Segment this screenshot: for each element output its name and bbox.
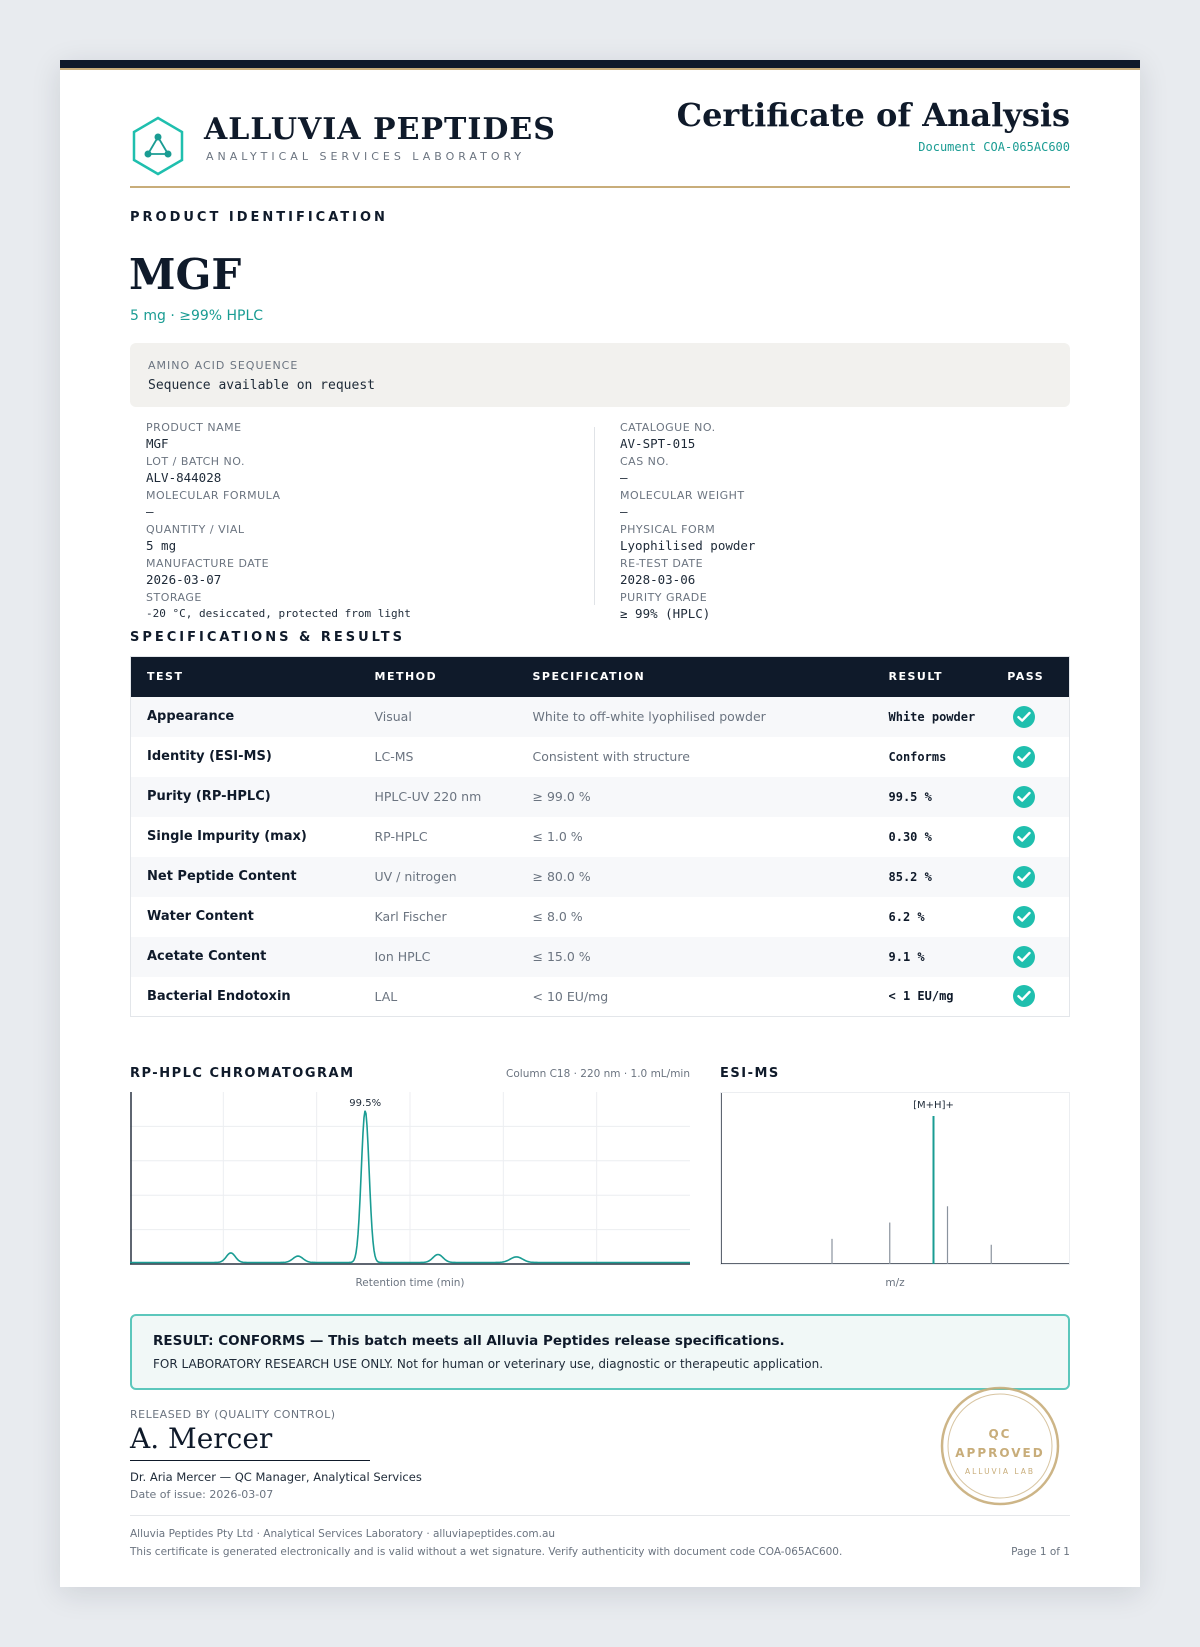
hexagon-molecule-icon <box>130 115 186 177</box>
method-cell: Ion HPLC <box>359 937 517 977</box>
info-item <box>620 455 1060 489</box>
sequence-value: Sequence available on request <box>148 378 375 393</box>
column-header-test: TEST <box>131 657 359 697</box>
specification-cell: < 10 EU/mg <box>517 977 873 1017</box>
test-cell: Single Impurity (max) <box>131 817 359 857</box>
info-value: -20 °C, desiccated, protected from light <box>146 607 411 620</box>
result-cell: 99.5 % <box>873 777 992 817</box>
signature-line <box>130 1460 370 1461</box>
method-cell: HPLC-UV 220 nm <box>359 777 517 817</box>
footer-divider <box>130 1515 1070 1516</box>
info-column-right <box>620 421 1060 625</box>
info-label: LOT / BATCH NO. <box>146 455 245 468</box>
info-item <box>620 523 1060 557</box>
info-item <box>620 489 1060 523</box>
brand-subtitle: ANALYTICAL SERVICES LABORATORY <box>206 150 526 163</box>
info-value: Lyophilised powder <box>620 538 756 553</box>
pass-cell <box>991 777 1069 817</box>
info-item <box>620 557 1060 591</box>
result-cell: 9.1 % <box>873 937 992 977</box>
result-cell: White powder <box>873 697 992 737</box>
test-cell: Bacterial Endotoxin <box>131 977 359 1017</box>
table-row <box>131 777 1070 817</box>
header-divider <box>130 186 1070 188</box>
result-cell: 0.30 % <box>873 817 992 857</box>
result-cell: < 1 EU/mg <box>873 977 992 1017</box>
info-label: MOLECULAR WEIGHT <box>620 489 745 502</box>
info-item <box>620 421 1060 455</box>
info-value: ≥ 99% (HPLC) <box>620 606 711 621</box>
esims-chart-title: ESI-MS <box>720 1066 780 1081</box>
top-gold-rule <box>60 68 1140 70</box>
stamp-line-3: ALLUVIA LAB <box>964 1467 1036 1476</box>
test-cell: Acetate Content <box>131 937 359 977</box>
certificate-sheet <box>60 60 1140 1587</box>
release-label: RELEASED BY (QUALITY CONTROL) <box>130 1408 336 1421</box>
column-header-method: METHOD <box>359 657 517 697</box>
method-cell: LAL <box>359 977 517 1017</box>
info-value: — <box>620 470 628 485</box>
info-label: PRODUCT NAME <box>146 421 242 434</box>
test-cell: Net Peptide Content <box>131 857 359 897</box>
pass-cell <box>991 737 1069 777</box>
specifications-table-body <box>131 697 1070 1017</box>
table-row <box>131 697 1070 737</box>
table-row <box>131 817 1070 857</box>
info-value: 2026-03-07 <box>146 572 222 587</box>
stamp-line-1: QC <box>988 1427 1012 1441</box>
test-cell: Identity (ESI-MS) <box>131 737 359 777</box>
info-value: 2028-03-06 <box>620 572 696 587</box>
check-circle-icon <box>1013 985 1035 1007</box>
table-row <box>131 897 1070 937</box>
footer-disclaimer: This certificate is generated electronically and is valid without a wet signature. Verify authenticity with document code COA-065AC600. <box>130 1546 843 1558</box>
document-code: Document COA-065AC600 <box>918 140 1070 154</box>
sequence-label: AMINO ACID SEQUENCE <box>148 359 299 372</box>
specification-cell: ≤ 8.0 % <box>517 897 873 937</box>
signer-name: Dr. Aria Mercer — QC Manager, Analytical Services <box>130 1470 422 1484</box>
table-row <box>131 937 1070 977</box>
pass-cell <box>991 857 1069 897</box>
check-circle-icon <box>1013 946 1035 968</box>
issue-date: Date of issue: 2026-03-07 <box>130 1488 274 1501</box>
info-column-left <box>146 421 586 625</box>
info-item <box>146 489 586 523</box>
document-title: Certificate of Analysis <box>676 96 1070 134</box>
esims-spectrum-chart <box>720 1092 1070 1266</box>
info-item <box>620 591 1060 625</box>
info-item <box>146 455 586 489</box>
info-value: — <box>620 504 628 519</box>
qc-approved-stamp <box>940 1386 1060 1506</box>
check-circle-icon <box>1013 706 1035 728</box>
info-item <box>146 421 586 455</box>
info-label: QUANTITY / VIAL <box>146 523 245 536</box>
pass-cell <box>991 817 1069 857</box>
info-label: CAS NO. <box>620 455 670 468</box>
product-section-label: PRODUCT IDENTIFICATION <box>130 210 388 225</box>
method-cell: Visual <box>359 697 517 737</box>
specification-cell: White to off-white lyophilised powder <box>517 697 873 737</box>
specification-cell: Consistent with structure <box>517 737 873 777</box>
test-cell: Appearance <box>131 697 359 737</box>
result-cell: Conforms <box>873 737 992 777</box>
info-item <box>146 523 586 557</box>
test-cell: Water Content <box>131 897 359 937</box>
info-value: 5 mg <box>146 538 177 553</box>
research-use-note: FOR LABORATORY RESEARCH USE ONLY. Not for human or veterinary use, diagnostic or therapeutic application. <box>153 1357 824 1371</box>
method-cell: UV / nitrogen <box>359 857 517 897</box>
table-row <box>131 977 1070 1017</box>
method-cell: Karl Fischer <box>359 897 517 937</box>
info-label: MOLECULAR FORMULA <box>146 489 281 502</box>
info-label: RE-TEST DATE <box>620 557 704 570</box>
test-cell: Purity (RP-HPLC) <box>131 777 359 817</box>
check-circle-icon <box>1013 866 1035 888</box>
info-value: MGF <box>146 436 169 451</box>
hplc-chart-title: RP-HPLC CHROMATOGRAM <box>130 1066 355 1081</box>
column-header-result: RESULT <box>873 657 992 697</box>
result-cell: 85.2 % <box>873 857 992 897</box>
info-item <box>146 557 586 591</box>
top-accent-bar <box>60 60 1140 68</box>
result-headline: RESULT: CONFORMS — This batch meets all Alluvia Peptides release specifications. <box>153 1333 785 1349</box>
info-label: STORAGE <box>146 591 202 604</box>
info-value: AV-SPT-015 <box>620 436 696 451</box>
peak-label: 99.5% <box>349 1098 382 1109</box>
ms-peak-label: [M+H]+ <box>913 1100 954 1111</box>
column-header-specification: SPECIFICATION <box>517 657 873 697</box>
result-cell: 6.2 % <box>873 897 992 937</box>
check-circle-icon <box>1013 906 1035 928</box>
signature: A. Mercer <box>130 1422 273 1455</box>
specification-cell: ≥ 80.0 % <box>517 857 873 897</box>
info-column-divider <box>594 427 595 605</box>
column-header-pass: PASS <box>991 657 1069 697</box>
info-label: PHYSICAL FORM <box>620 523 716 536</box>
specs-section-label: SPECIFICATIONS & RESULTS <box>130 630 406 645</box>
result-banner <box>130 1314 1070 1390</box>
brand-name: ALLUVIA PEPTIDES <box>204 112 556 147</box>
info-value: — <box>146 504 154 519</box>
hplc-chromatogram-chart <box>130 1092 690 1266</box>
pass-cell <box>991 977 1069 1017</box>
table-row <box>131 737 1070 777</box>
pass-cell <box>991 897 1069 937</box>
info-value: ALV-844028 <box>146 470 222 485</box>
table-header-row <box>131 657 1070 697</box>
hplc-chart-meta: Column C18 · 220 nm · 1.0 mL/min <box>506 1068 690 1080</box>
table-row <box>131 857 1070 897</box>
footer-company: Alluvia Peptides Pty Ltd · Analytical Services Laboratory · alluviapeptides.com.au <box>130 1528 556 1540</box>
stamp-line-2: APPROVED <box>955 1446 1045 1460</box>
product-subtitle: 5 mg · ≥99% HPLC <box>130 308 264 324</box>
pass-cell <box>991 697 1069 737</box>
specifications-table <box>130 656 1070 1017</box>
sequence-box <box>130 343 1070 407</box>
chart-frame <box>721 1093 1070 1265</box>
check-circle-icon <box>1013 786 1035 808</box>
specification-cell: ≤ 15.0 % <box>517 937 873 977</box>
method-cell: RP-HPLC <box>359 817 517 857</box>
info-label: MANUFACTURE DATE <box>146 557 270 570</box>
info-label: CATALOGUE NO. <box>620 421 716 434</box>
info-item <box>146 591 586 625</box>
hplc-x-axis-label: Retention time (min) <box>355 1277 465 1289</box>
product-title: MGF <box>129 250 242 299</box>
pass-cell <box>991 937 1069 977</box>
specification-cell: ≥ 99.0 % <box>517 777 873 817</box>
info-label: PURITY GRADE <box>620 591 708 604</box>
esims-x-axis-label: m/z <box>885 1277 905 1289</box>
check-circle-icon <box>1013 826 1035 848</box>
specification-cell: ≤ 1.0 % <box>517 817 873 857</box>
check-circle-icon <box>1013 746 1035 768</box>
method-cell: LC-MS <box>359 737 517 777</box>
page-number: Page 1 of 1 <box>1011 1546 1070 1558</box>
